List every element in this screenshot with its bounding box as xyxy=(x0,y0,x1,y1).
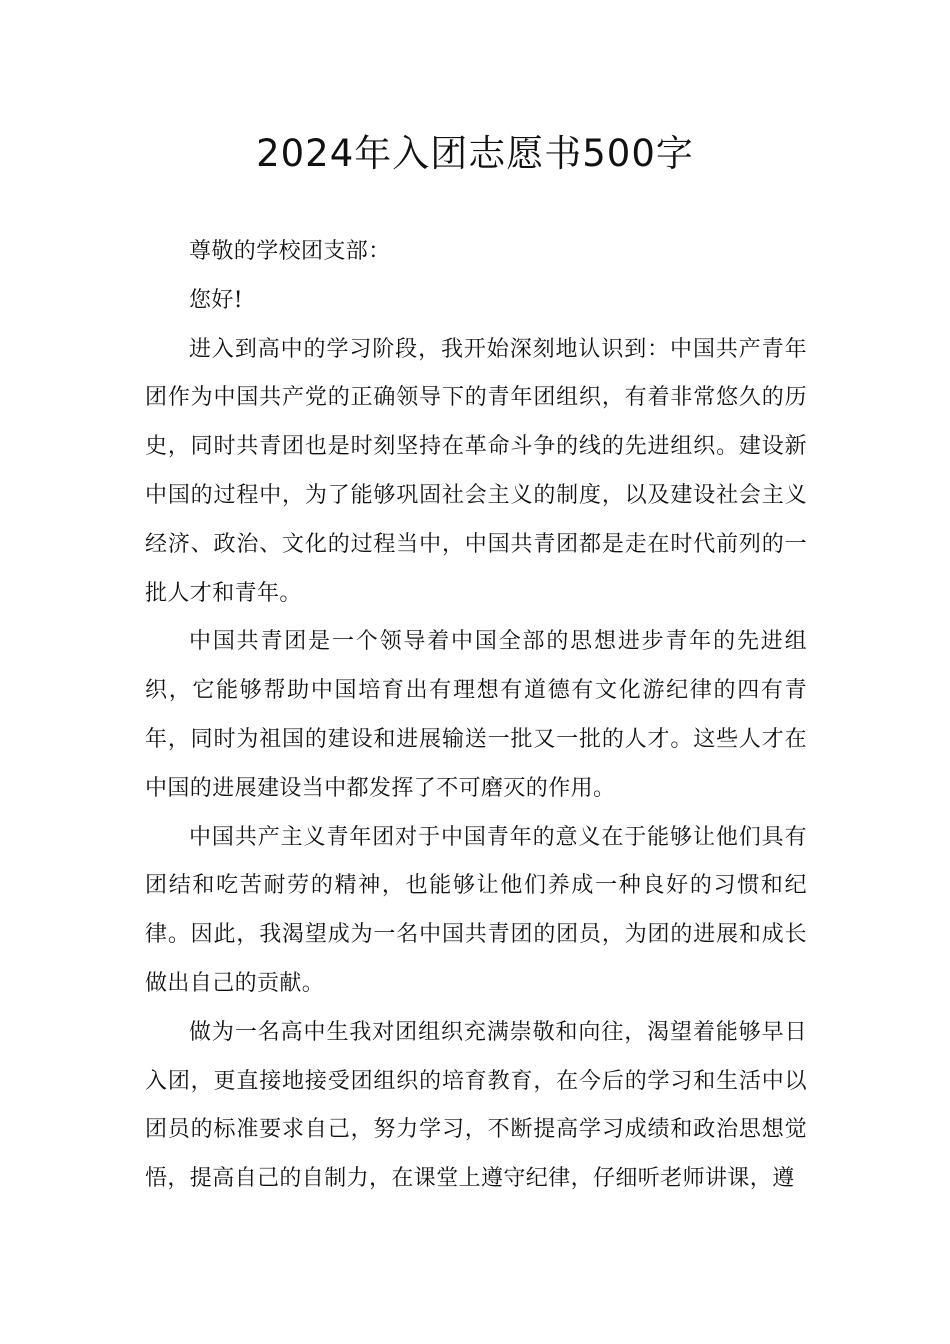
paragraph-2: 中国共青团是一个领导着中国全部的思想进步青年的先进组织，它能够帮助中国培育出有理想有道德有文化游纪律的四有青年，同时为祖国的建设和进展输送一批又一批的人才。这些人才在中国的进展建设当中都发挥了不可磨灭的作用。 xyxy=(145,629,807,801)
greeting: 您好! xyxy=(189,287,244,313)
document-title: 2024年入团志愿书500字 xyxy=(256,132,694,175)
paragraph-4: 做为一名高中生我对团组织充满崇敬和向往，渴望着能够早日入团，更直接地接受团组织的培育教育，在今后的学习和生活中以团员的标准要求自己，努力学习，不断提高学习成绩和政治思想觉悟，提高自己的自制力，在课堂上遵守纪律，仔细听老师讲课，遵 xyxy=(145,1019,807,1192)
paragraph-3: 中国共产主义青年团对于中国青年的意义在于能够让他们具有团结和吃苦耐劳的精神，也能够让他们养成一种良好的习惯和纪律。因此，我渴望成为一名中国共青团的团员，为团的进展和成长做出自己的贡献。 xyxy=(145,824,807,996)
salutation: 尊敬的学校团支部： xyxy=(189,239,391,264)
document-body xyxy=(145,228,807,1204)
paragraph-1: 进入到高中的学习阶段，我开始深刻地认识到：中国共产青年团作为中国共产党的正确领导下的青年团组织，有着非常悠久的历史，同时共青团也是时刻坚持在革命斗争的线的先进组织。建设新中国的过程中，为了能够巩固社会主义的制度，以及建设社会主义经济、政治、文化的过程当中，中国共青团都是走在时代前列的一批人才和青年。 xyxy=(145,336,807,606)
